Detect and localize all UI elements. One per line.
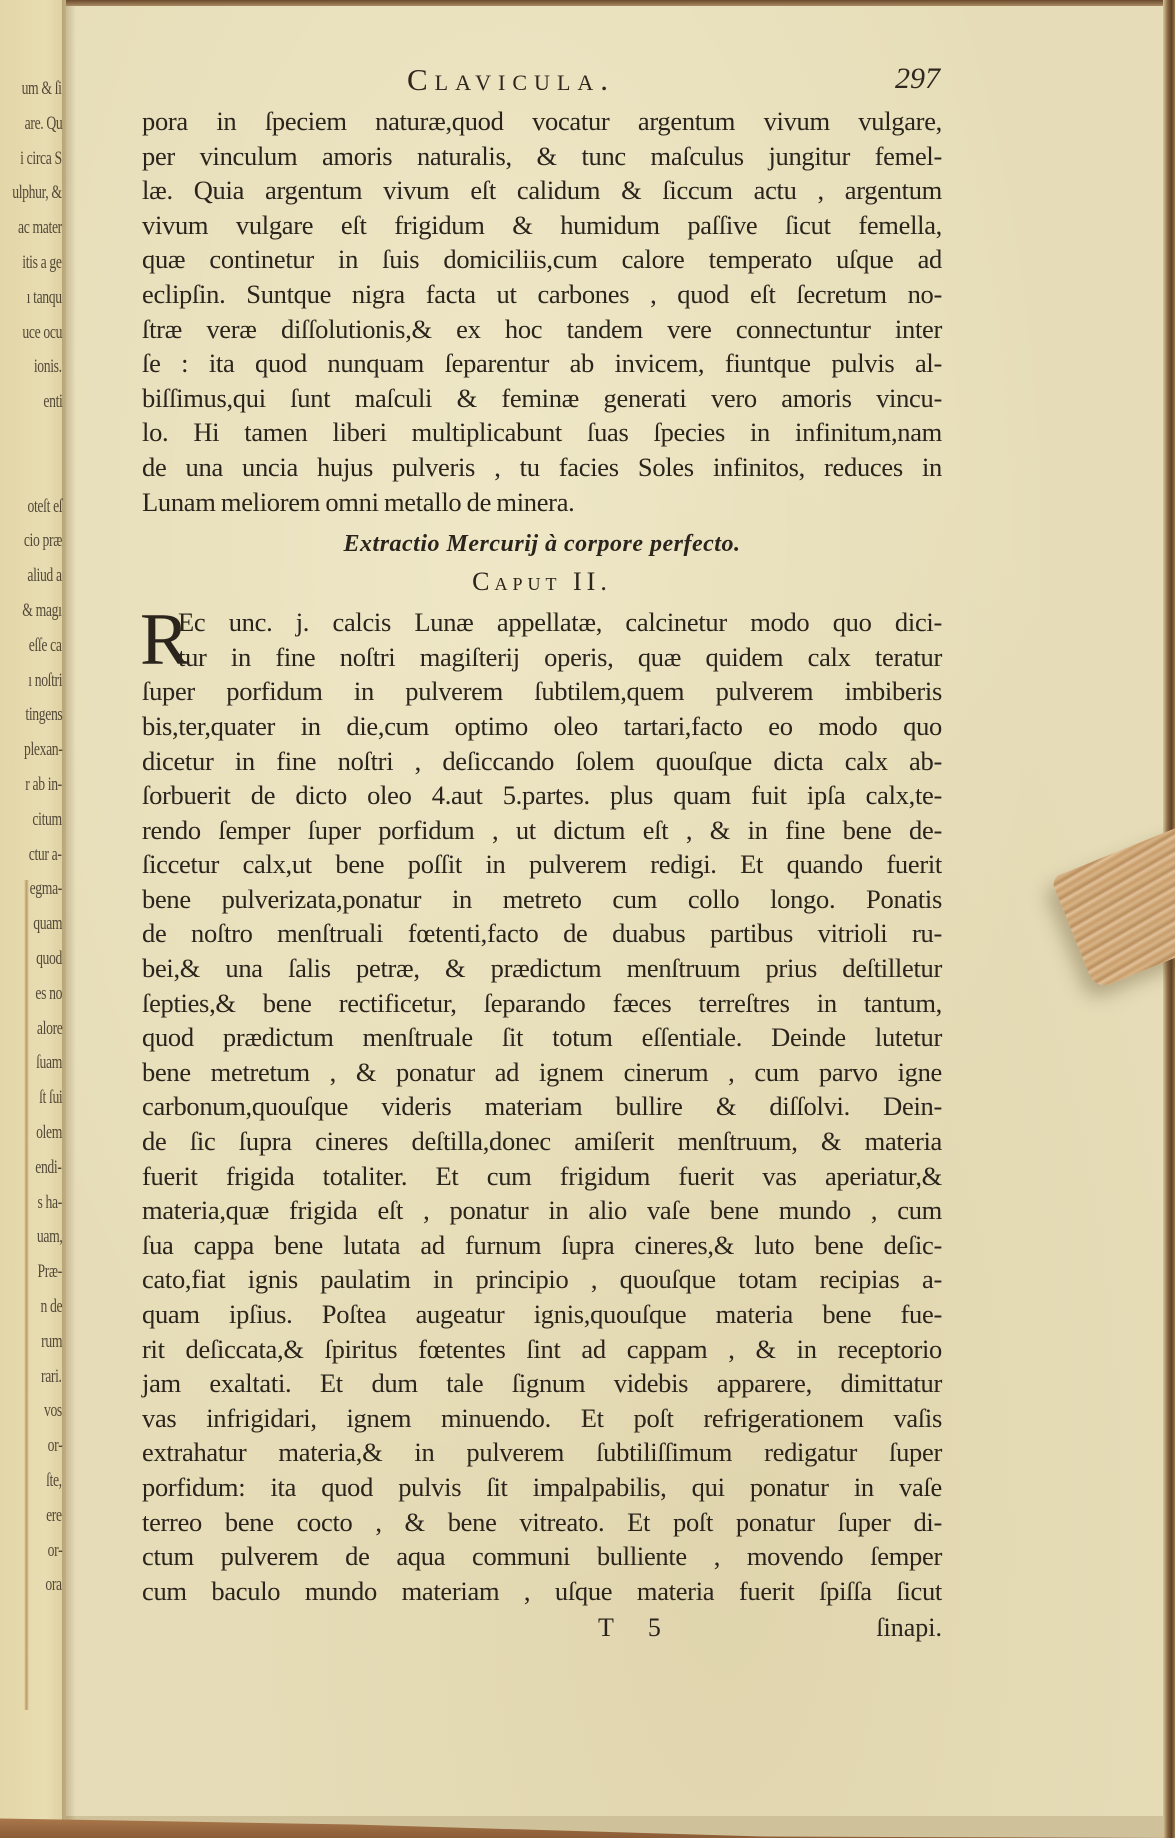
facing-page-fragment: es no [35,982,62,1004]
text-line: ſepties,& bene rectificetur, ſeparando fæces terreſtres in tantum, [142,987,942,1018]
drop-cap: R [140,599,190,682]
text-line: carbonum,quouſque videris materiam bullire & diſſolvi. Dein- [142,1091,942,1122]
facing-page-fragment: endi- [35,1156,62,1178]
text-line: rendo ſemper ſuper porfidum , ut dictum eſt , & in fine bene de- [142,814,942,845]
text-line: cum baculo mundo materiam , uſque materia fuerit ſpiſſa ſicut [142,1575,942,1606]
facing-page-fragment: s ha- [37,1191,62,1213]
section-heading: Extractio Mercurij à corpore perfecto. [343,531,741,558]
text-line: bis,ter,quater in die,cum optimo oleo tartari,facto eo modo quo [142,710,942,741]
facing-page-fragment: um & ſi [21,78,62,99]
catchword: ſinapi. [876,1613,942,1643]
facing-page-fragment: quod [36,948,62,969]
text-line: biſſimus,qui ſunt maſculi & feminæ generati vero amoris vincu- [142,382,942,413]
text-line: extrahatur materia,& in pulverem ſubtiliſſimum redigatur ſuper [142,1437,942,1468]
facing-page-fragment: ı tanqu [26,286,62,308]
facing-page-fragment: r ab in- [25,774,62,795]
facing-page-fragment: plexan- [23,739,62,761]
facing-page-fragment: uam, [36,1226,62,1248]
facing-page-fragment: ſt ſui [38,1087,62,1109]
text-line: fuerit frigida totaliter. Et cum frigidum fuerit vas aperiatur,& [142,1160,942,1191]
facing-page-fragment: cio præ [23,530,62,552]
text-line: ſua cappa bene lutata ad furnum ſupra cineres,& luto bene deſic- [142,1229,942,1260]
text-line: terreo bene cocto , & bene vitreato. Et poſt ponatur ſuper di- [142,1506,942,1537]
facing-page-fragment: ere [46,1504,62,1526]
facing-page-fragment: tingens [24,704,62,726]
text-line: de noſtro menſtruali fœtenti,facto de duabus partibus vitrioli ru- [142,918,942,949]
paragraph-2 [140,599,942,1608]
text-line: materia,quæ frigida eſt , ponatur in alio vaſe bene mundo , cum [142,1195,942,1226]
page-footer [142,1608,942,1648]
facing-page-fragment: alore [36,1017,62,1039]
chapter-title: Caput II. [472,567,612,597]
text-line: Lunam meliorem omni metallo de minera. [142,486,575,517]
facing-page-fragment: aliud a [27,565,62,587]
text-line: quæ continetur in ſuis domiciliis,cum calore temperato uſque ad [142,244,942,275]
facing-page-fragment: ionis. [34,356,62,378]
text-line: ſuper porfidum in pulverem ſubtilem,quem pulverem imbiberis [142,676,942,707]
facing-page-fragment: enti [42,391,62,413]
text-line: bene pulverizata,ponatur in metreto cum collo longo. Ponatis [142,883,942,914]
facing-page-fragment: ı noſtri [28,669,62,691]
facing-page-fragment: or- [47,1435,62,1457]
text-line: de una uncia hujus pulveris , tu facies Soles infinitos, reduces in [142,451,942,482]
facing-page-fragment: ac mater [18,217,62,239]
text-line: ſtræ veræ diſſolutionis,& ex hoc tandem vere connectuntur inter [142,313,942,344]
facing-page-fragment: eſſe ca [29,634,62,656]
text-line: bei,& una ſalis petræ, & prædictum menſtruum prius deſtilletur [142,953,942,984]
text-line: bene metretum , & ponatur ad ignem cinerum , cum parvo igne [142,1056,942,1087]
text-line: quod prædictum menſtruale ſit totum eſſentiale. Deinde lutetur [142,1022,942,1053]
text-line: lo. Hi tamen liberi multiplicabunt ſuas ſpecies in infinitum,nam [142,417,942,448]
text-line: pora in ſpeciem naturæ,quod vocatur argentum vivum vulgare, [142,106,942,136]
facing-page-fragment: uce ocu [22,321,62,343]
facing-page-fragment: ſuam [36,1052,62,1074]
facing-page-fragment: oteſt eſ [27,495,62,517]
paragraph-1 [142,104,942,519]
running-head [142,62,942,104]
text-line: per vinculum amoris naturalis, & tunc maſculus jungitur femel- [142,140,942,171]
facing-page-fragment: quam [33,913,62,935]
signature-mark: T 5 [598,1613,675,1643]
text-line: rit deſiccata,& ſpiritus fœtentes ſint ad cappam , & in receptorio [142,1333,942,1364]
facing-page-fragment: itis a ge [22,252,62,273]
facing-page-edge [0,0,66,1820]
text-line: porfidum: ita quod pulvis ſit impalpabilis, qui ponatur in vaſe [142,1471,942,1502]
page-number: 297 [895,62,940,95]
text-line: cato,fiat ignis paulatim in principio , quouſque totam recipias a- [142,1264,942,1295]
facing-page-fragment: or- [47,1539,62,1561]
text-line: ctum pulverem de aqua communi bulliente , movendo ſemper [142,1541,942,1572]
running-title: Clavicula. [407,62,616,97]
text-line: vas infrigidari, ignem minuendo. Et poſt refrigerationem vaſis [142,1402,942,1433]
text-line: dicetur in fine noſtri , deſiccando ſolem quouſque dicta calx ab- [142,745,942,776]
gutter-shadow [62,0,76,1820]
facing-page-fragment: n de [40,1296,62,1317]
facing-page-fragment: rari. [41,1365,62,1387]
facing-page-fragment: olem [36,1122,62,1143]
facing-page-fragment: i circa S [20,147,62,169]
facing-page-fragment: ctur a- [29,843,62,865]
text-block [142,62,942,1648]
text-line: ſiccetur calx,ut bene poſſit in pulverem redigi. Et quando fuerit [142,849,942,880]
text-line: ſe : ita quod nunquam ſeparentur ab invicem, fiuntque pulvis al- [142,348,942,379]
text-line: tur in fine noſtri magiſterij operis, quæ quidem calx teratur [178,641,942,672]
text-line: eclipſin. Suntque nigra facta ut carbones , quod eſt ſecretum no- [142,278,942,309]
facing-page-fragment: & magı [22,600,62,621]
text-line: læ. Quia argentum vivum eſt calidum & ſiccum actu , argentum [142,175,942,206]
facing-page-fragment: ulphur, & [12,182,62,204]
facing-page-fragment: rum [41,1330,62,1352]
facing-page-fragment: Præ- [37,1261,62,1283]
facing-page-fragment: citum [32,808,62,830]
text-line: de ſic ſupra cineres deſtilla,donec amiſerit menſtruum, & materia [142,1126,942,1157]
facing-page-fragment: egma- [29,878,62,900]
gutter-crease [24,880,29,1710]
page-top-edge [66,0,1175,6]
facing-page-fragment: are. Qu [24,112,62,134]
facing-page-fragment: ora [45,1574,62,1596]
facing-page-fragment: vos [44,1400,62,1422]
facing-page-fragment: ſte, [46,1470,62,1491]
text-line: Ec unc. j. calcis Lunæ appellatæ, calcinetur modo quo dici- [178,607,942,638]
text-line: quam ipſius. Poſtea augeatur ignis,quouſque materia bene fue- [142,1299,942,1329]
text-line: ſorbuerit de dicto oleo 4.aut 5.partes. plus quam fuit ipſa calx,te- [142,780,942,811]
text-line: jam exaltati. Et dum tale ſignum videbis apparere, dimittatur [142,1368,942,1399]
text-line: vivum vulgare eſt frigidum & humidum paſſive ſicut femella, [142,209,942,240]
